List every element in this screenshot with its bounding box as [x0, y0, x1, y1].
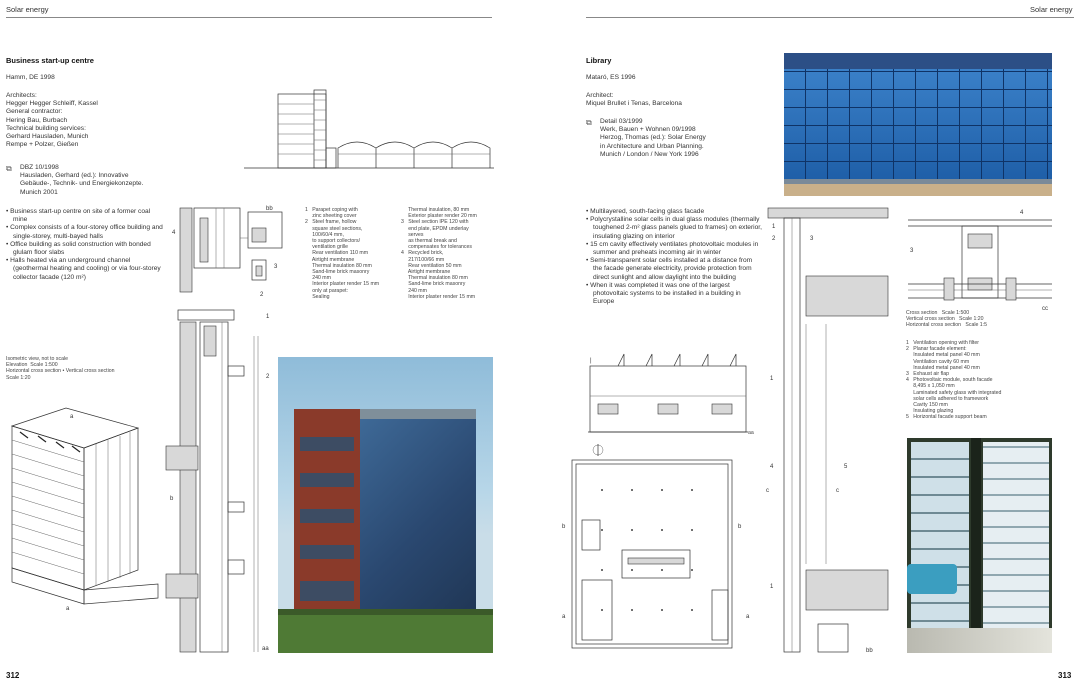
right-legend: 1 Ventilation opening with filter 2 Planar facade element: Insulated metal panel 40 mm Ventilation cavity 60 mm Insulated metal panel 40 mm 3 Exhaust air flap 4 Photovoltaic module, south facade 8,495 x 1,050 mm Laminated safety glass with integrated solar cells adhered to framework Cavity 150 mm Insulating glazing 5 Horizontal facade support beam — [906, 340, 1002, 421]
left-project-location: Hamm, DE 1998 — [6, 74, 55, 81]
list-item: • Office building as solid construction with bonded glulam floor slabs — [6, 240, 151, 257]
svg-text:b: b — [562, 524, 566, 530]
left-header-rule — [6, 17, 492, 18]
section-mark-aa: aa — [748, 430, 754, 436]
svg-text:4: 4 — [1020, 210, 1024, 216]
svg-text:2: 2 — [260, 292, 264, 298]
svg-text:a: a — [66, 606, 70, 612]
svg-text:cc: cc — [1042, 306, 1048, 312]
left-reference: DBZ 10/1998 Hausladen, Gerhard (ed.): Innovative Gebäude-, Technik- und Energiekonzepte. Munich 2001 — [20, 164, 144, 196]
svg-text:1: 1 — [266, 314, 270, 320]
left-project-credits: Architects: Hegger Hegger Schleiff, Kassel General contractor: Hering Bau, Burbach Technical building services: Gerhard Hausladen, Munich Rempe + Polzer, Gießen — [6, 92, 98, 149]
list-item: • When it was completed it was one of the largest photovoltaic systems to be installed in a building in Europe — [586, 281, 741, 306]
library-interior-photo — [907, 438, 1052, 653]
svg-text:4: 4 — [770, 464, 774, 470]
svg-text:b: b — [170, 496, 174, 502]
svg-text:2: 2 — [266, 374, 270, 380]
right-project-credits: Architect: Miquel Brullet i Tenas, Barcelona — [586, 92, 682, 108]
right-running-header: Solar energy — [1030, 5, 1073, 14]
list-item: • Multilayered, south-facing glass facade — [586, 208, 705, 215]
book-icon: ⧉ — [6, 164, 12, 173]
section-mark-bb: bb — [266, 206, 273, 212]
right-page-number: 313 — [1058, 671, 1072, 680]
svg-text:a: a — [746, 614, 750, 620]
right-project-location: Mataró, ES 1996 — [586, 74, 636, 81]
right-project-title: Library — [586, 56, 612, 65]
svg-text:5: 5 — [844, 464, 848, 470]
list-item: • Semi-transparent solar cells installed at a distance from the facade generate electricity, provide protection from direct sunlight and allow daylight into the building — [586, 257, 753, 281]
svg-text:3: 3 — [910, 248, 914, 254]
list-item: • Polycrystalline solar cells in dual glass modules (thermally toughened 2-m² glass panels glued to frames) on exterior, insulating glazing on interior — [586, 216, 762, 240]
vertical-section-detail — [166, 306, 276, 656]
floor-plan-drawing — [562, 440, 758, 652]
glass-collector-facade — [360, 409, 476, 625]
left-bullets — [6, 208, 166, 282]
svg-text:1: 1 — [772, 224, 776, 230]
svg-text:bb: bb — [866, 648, 873, 654]
lawn — [278, 613, 493, 653]
svg-text:b: b — [738, 524, 742, 530]
right-horizontal-section — [906, 206, 1056, 314]
svg-text:2: 2 — [772, 236, 776, 242]
left-project-title: Business start-up centre — [6, 56, 94, 65]
list-item: • 15 cm cavity effectively ventilates photovoltaic modules in summer and preheats incoming air in winter — [586, 240, 759, 257]
book-icon: ⧉ — [586, 118, 592, 127]
svg-text:4: 4 — [172, 230, 176, 236]
right-section-caption: Cross section Scale 1:500 Vertical cross section Scale 1:20 Horizontal cross section Scale 1:5 — [906, 310, 988, 329]
ground-wall — [784, 184, 1052, 196]
left-legend-col1: 1 Parapet coping with zinc sheeting cover 2 Steel frame, hollow square steel sections, 100/60/4 mm, to support collectors/ ventilation grille Rear ventilation 110 mm Airtight membrane Thermal insulation 80 mm Sand-lime brick masonry 240 mm Interior plaster render 15 mm only at parapet: Sealing — [305, 207, 380, 300]
right-header-rule — [586, 17, 1074, 18]
right-bullets — [586, 208, 762, 306]
elevation-drawing — [244, 88, 494, 174]
svg-text:|: | — [590, 358, 592, 364]
svg-text:a: a — [70, 414, 74, 420]
svg-text:1: 1 — [770, 584, 774, 590]
svg-text:c: c — [836, 488, 839, 494]
svg-text:aa: aa — [262, 646, 269, 652]
horizontal-section-detail — [172, 204, 288, 298]
list-item: • Business start-up centre on site of a former coal mine — [6, 208, 151, 224]
svg-text:a: a — [562, 614, 566, 620]
list-item: • Complex consists of a four-storey office building and single-storey, multi-bayed halls — [6, 224, 163, 240]
left-drawing-caption: Isometric view, not to scale Elevation Scale 1:500 Horizontal cross section • Vertical cross section Scale 1:20 — [6, 356, 115, 381]
isometric-view — [6, 404, 164, 616]
list-item: • Halls heated via an underground channel (geothermal heating and cooling) or via four-storey collector facade (120 m²) — [6, 257, 161, 281]
svg-text:1: 1 — [770, 376, 774, 382]
svg-text:3: 3 — [274, 264, 278, 270]
left-legend-col2: Thermal insulation, 80 mm Exterior plaster render 20 mm 3 Steel section IPE 120 with end plate, EPDM underlay serves as thermal break and compensates for tolerances 4 Recycled brick, 217/100/66 mm Rear ventilation 50 mm Airtight membrane Thermal insulation 80 mm Sand-lime brick masonry 240 mm Interior plaster render 15 mm — [401, 207, 477, 300]
pv-facade-photo — [784, 53, 1052, 196]
left-page-number: 312 — [6, 671, 20, 680]
cross-section-drawing — [588, 352, 750, 438]
svg-text:c: c — [766, 488, 769, 494]
office-building-photo — [278, 357, 493, 653]
right-reference: Detail 03/1999 Werk, Bauen + Wohnen 09/1998 Herzog, Thomas (ed.): Solar Energy in Architecture and Urban Planning. Munich / London / New York 1996 — [600, 118, 706, 158]
left-running-header: Solar energy — [6, 5, 49, 14]
svg-text:3: 3 — [810, 236, 814, 242]
blue-chair — [907, 564, 957, 594]
right-vertical-section — [766, 204, 890, 656]
